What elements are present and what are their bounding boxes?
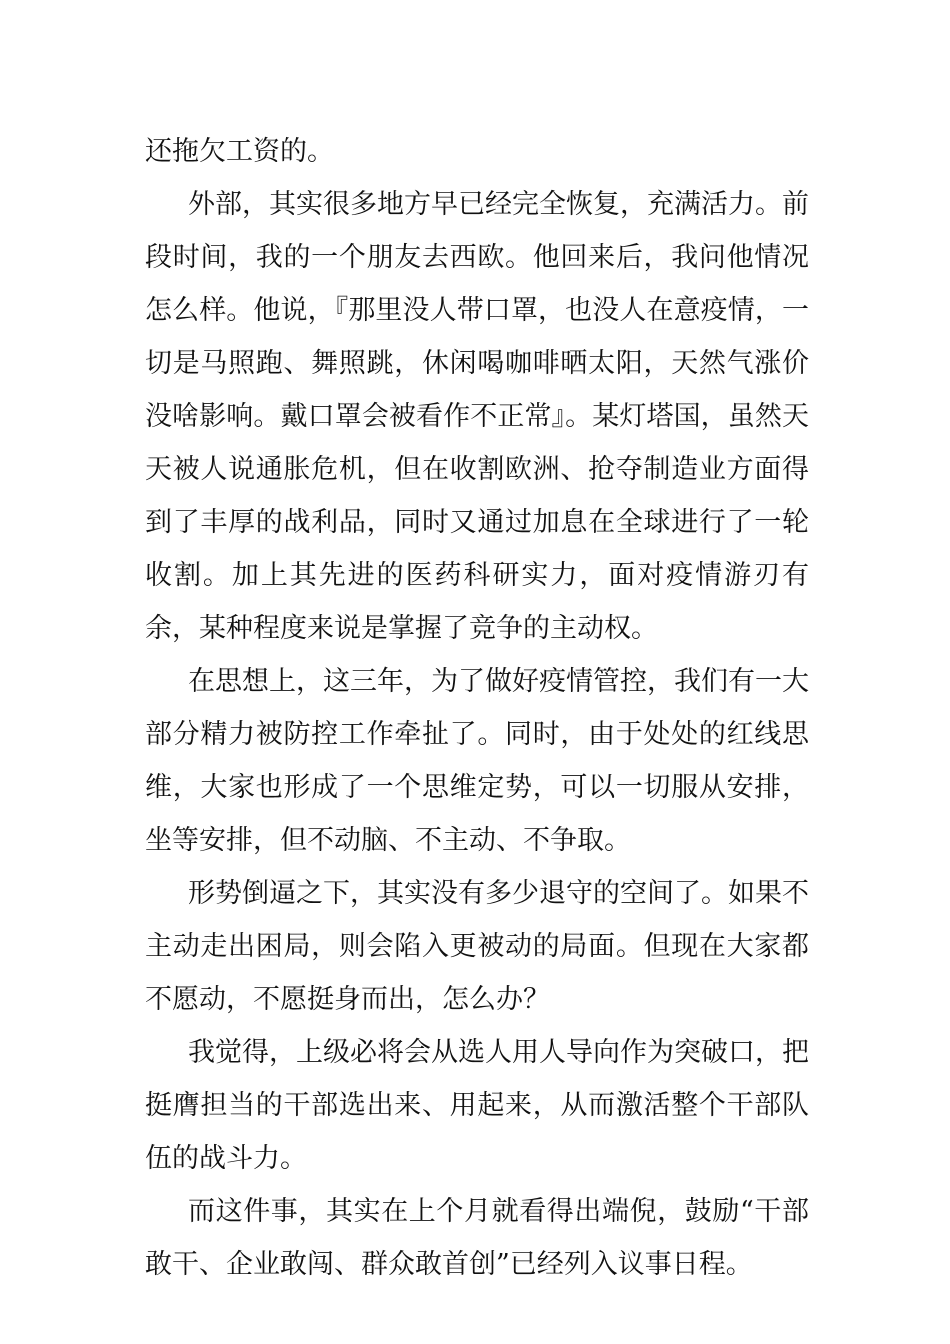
- paragraph-breakthrough: 我觉得，上级必将会从选人用人导向作为突破口，把挺膺担当的干部选出来、用起来，从而激活整个干部队伍的战斗力。: [145, 1037, 809, 1174]
- paragraph-thinking: 在思想上，这三年，为了做好疫情管控，我们有一大部分精力被防控工作牵扯了。同时，由于处处的红线思维，大家也形成了一个思维定势，可以一切服从安排，坐等安排，但不动脑、不主动、不争取。: [145, 666, 809, 856]
- paragraph-agenda: 而这件事，其实在上个月就看得出端倪，鼓励“干部敢干、企业敢闯、群众敢首创”已经列入议事日程。: [145, 1196, 809, 1280]
- paragraph-external-situation: 外部，其实很多地方早已经完全恢复，充满活力。前段时间，我的一个朋友去西欧。他回来后，我问他情况怎么样。他说，『那里没人带口罩，也没人在意疫情，一切是马照跑、舞照跳，休闲喝咖啡晒太阳，天然气涨价没啥影响。戴口罩会被看作不正常』。某灯塔国，虽然天天被人说通胀危机，但在收割欧洲、抢夺制造业方面得到了丰厚的战利品，同时又通过加息在全球进行了一轮收割。加上其先进的医药科研实力，面对疫情游刃有余，某种程度来说是掌握了竞争的主动权。: [145, 189, 809, 644]
- document-body: [145, 125, 809, 1291]
- paragraph-situation-pressure: 形势倒逼之下，其实没有多少退守的空间了。如果不主动走出困局，则会陷入更被动的局面。但现在大家都不愿动，不愿挺身而出，怎么办？: [145, 878, 809, 1015]
- paragraph-continuation: 还拖欠工资的。: [145, 136, 334, 167]
